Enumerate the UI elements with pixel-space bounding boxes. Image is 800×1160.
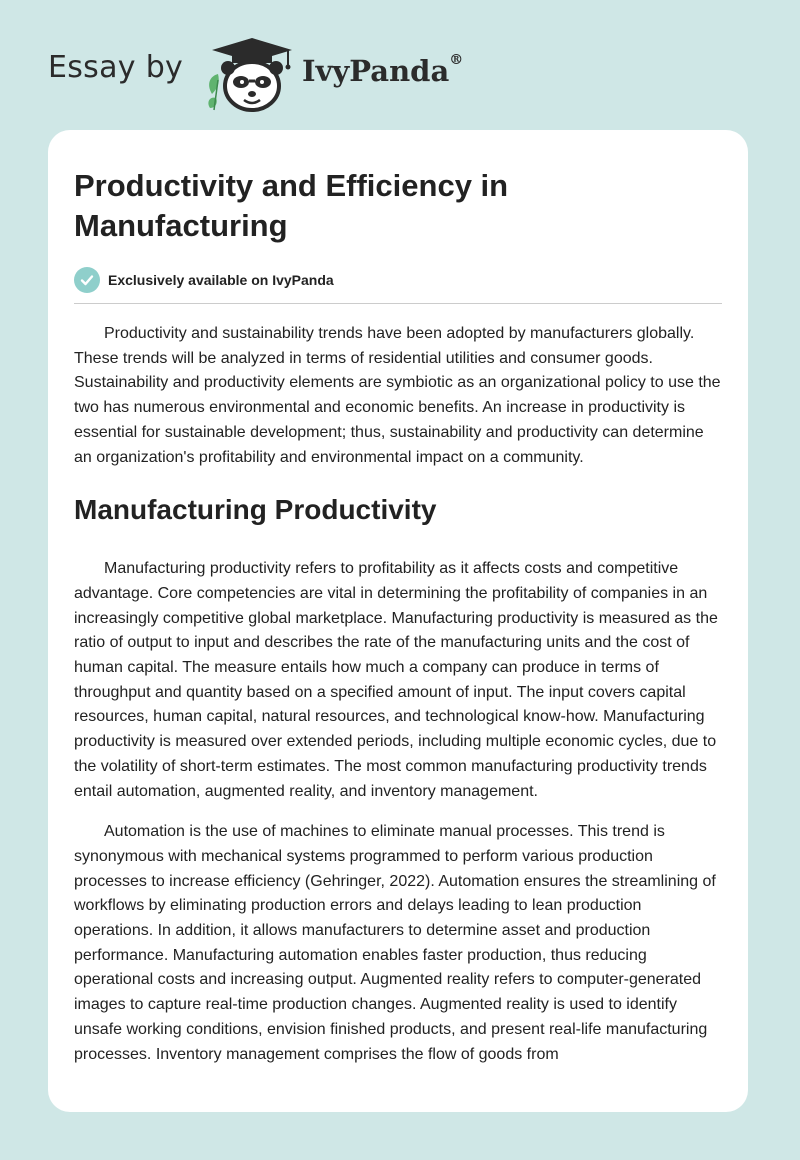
body-paragraph-3: Automation is the use of machines to eliminate manual processes. This trend is synonymous with mechanical systems programmed to perform various production processes to increase efficiency (Gehringer, 2022). Automation ensures the streamlining of workflows by eliminating production errors and delays leading to lean production operations. In addition, it allows manufacturers to determine asset and production performance. Manufacturing automation enables faster production, thus reducing operational costs and increasing output. Augmented reality refers to computer-generated images to capture real-time production changes. Augmented reality is used to identify unsafe working conditions, envision finished products, and present real-life manufacturing processes. Inventory management comprises the flow of goods from (74, 823, 716, 1063)
brand-name[interactable] (302, 54, 463, 88)
body-paragraph-2: Manufacturing productivity refers to profitability as it affects costs and competitive advantage. Core competencies are vital in determining the profitability of companies in an increasingly competitive global marketplace. Manufacturing productivity is measured as the ratio of output to input and describes the rate of the manufacturing units and the cost of human capital. The measure entails how much a company can produce in terms of throughput and quantity based on a specified amount of input. The input covers capital resources, human capital, natural resources, and technological know-how. Manufacturing productivity is measured over extended periods, including multiple economic cycles, due to the volatility of short-term estimates. The most common manufacturing productivity trends entail automation, augmented reality, and inventory management. (74, 560, 718, 800)
intro-paragraph: Productivity and sustainability trends have been adopted by manufacturers globally. These trends will be analyzed in terms of residential utilities and consumer goods. Sustainability and productivity elements are symbiotic as an organizational policy to use the two has numerous environmental and economic benefits. An increase in productivity is essential for sustainable development; thus, sustainability and productivity can determine an organization's profitability and environmental impact on a community. (74, 325, 721, 466)
essay-content (74, 166, 722, 1067)
exclusive-label: Exclusively available on IvyPanda (108, 272, 334, 288)
panda-graduate-logo-icon[interactable] (204, 36, 296, 112)
brand-name-text: IvyPanda (302, 54, 450, 88)
check-icon (74, 267, 100, 293)
registered-mark: ® (449, 52, 464, 68)
exclusive-badge (74, 266, 722, 294)
essay-by-label: Essay by (48, 50, 184, 85)
site-header (48, 36, 548, 112)
essay-card (48, 130, 748, 1112)
section-heading: Manufacturing Productivity (74, 494, 437, 526)
title-divider (74, 303, 722, 304)
essay-title: Productivity and Efficiency in Manufacturing (74, 168, 509, 243)
